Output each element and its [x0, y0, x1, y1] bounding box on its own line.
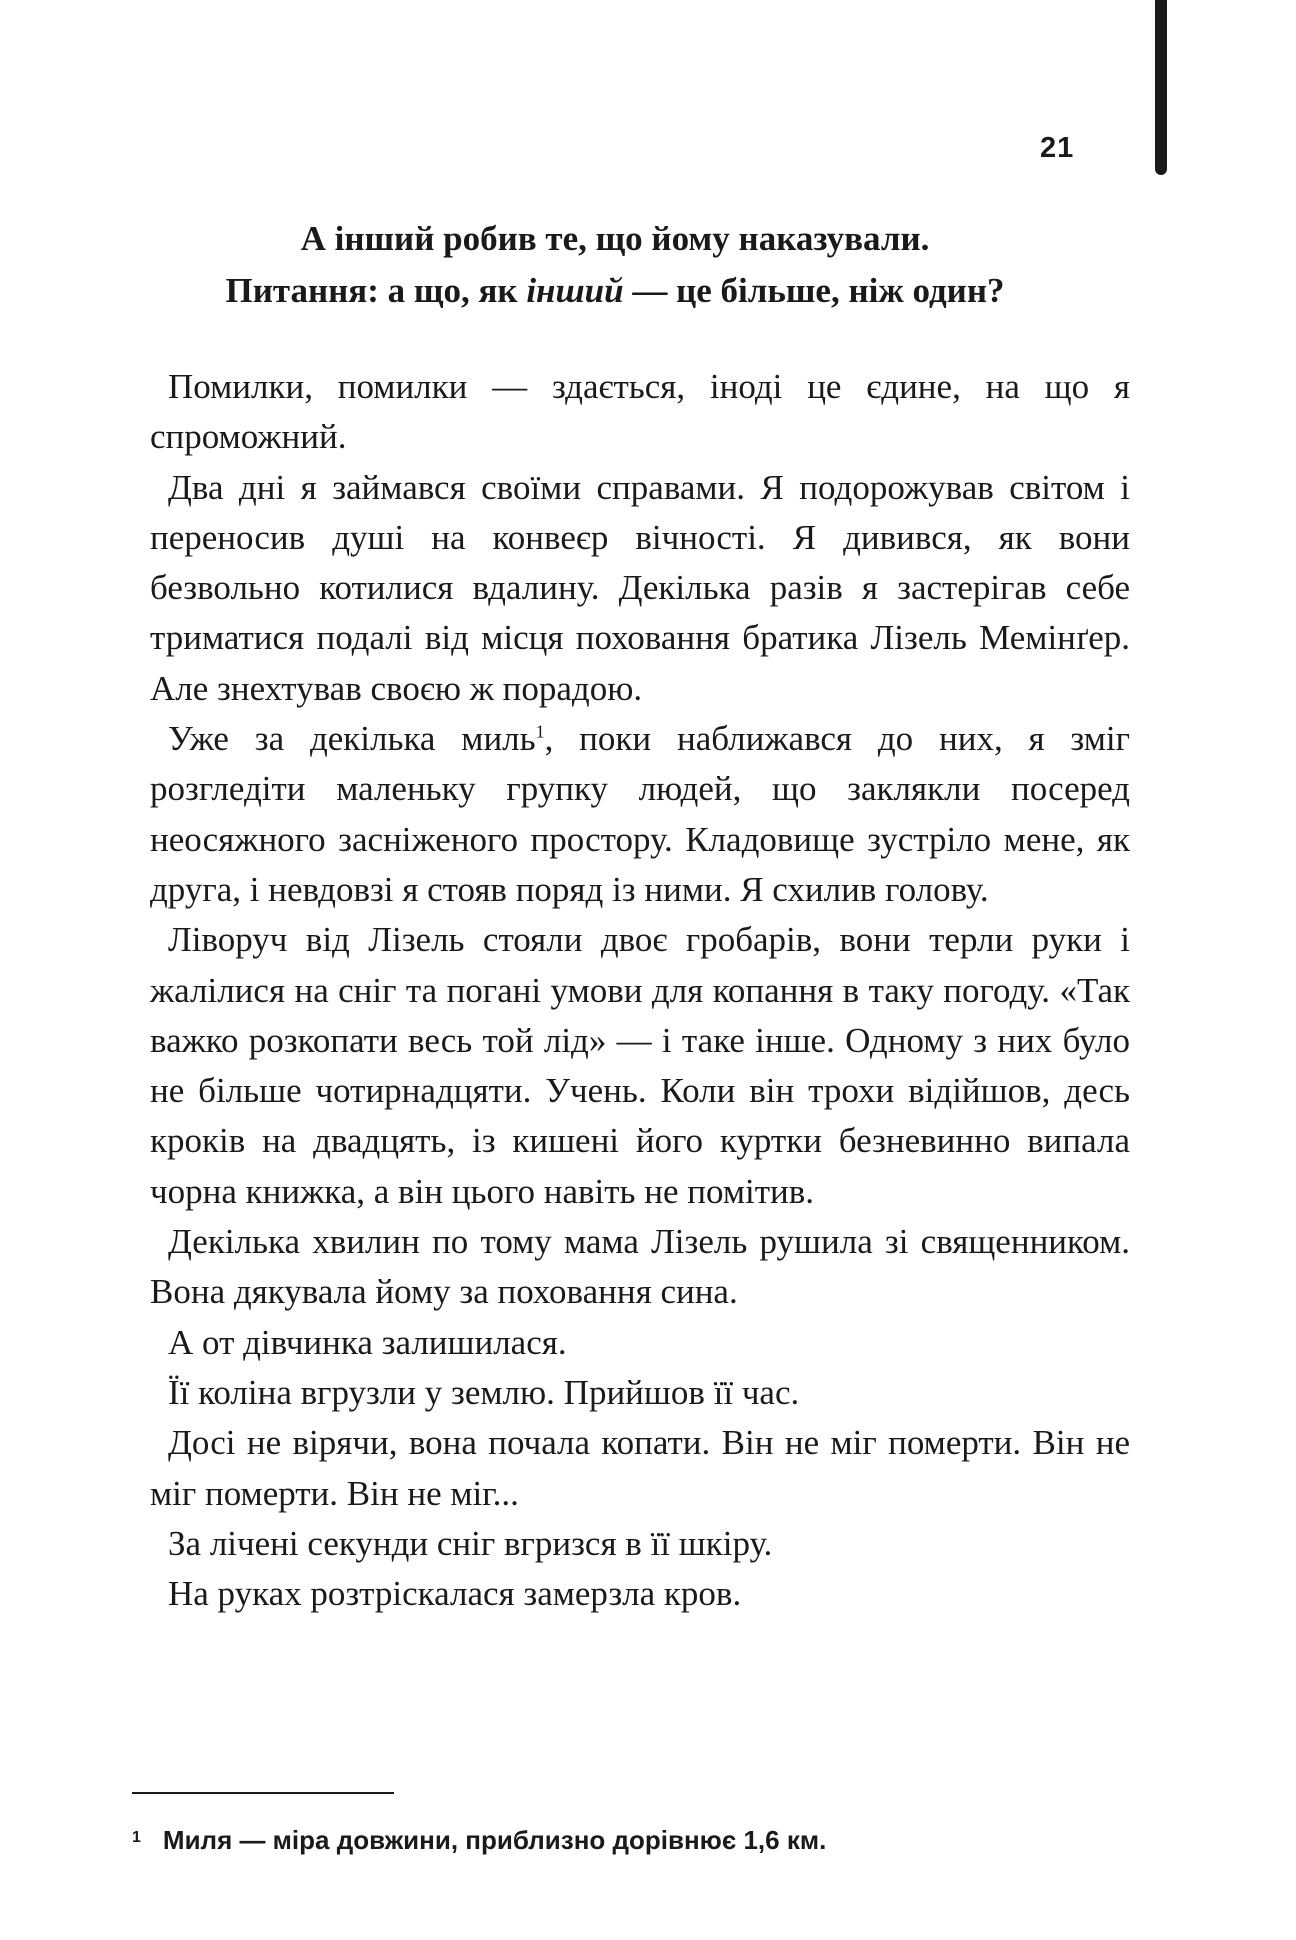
paragraph: А от дівчинка залишилася.: [168, 1322, 567, 1362]
footnote: [132, 1822, 1132, 1858]
page-edge-bar: [1155, 0, 1167, 175]
epigraph-line-2-end: — це більше, ніж один?: [623, 271, 1005, 310]
footnote-mark: 1: [132, 1829, 141, 1846]
epigraph-italic-word: інший: [526, 271, 624, 310]
paragraph: Ліворуч від Лізель стояли двоє гробарів, вони терли руки і жалілися на сніг та погані умови для копання в таку погоду. «Так важко розкопати весь той лід» — і таке інше. Одному з них було не більше чотирнадцяти. Учень. Коли він трохи відійшов, десь кроків на двадцять, із кишені його куртки безневинно випала чорна книжка, а він цього навіть не помітив.: [150, 920, 1130, 1211]
paragraph: Її коліна вгрузли у землю. Прийшов її час.: [168, 1372, 800, 1412]
paragraph-start: Уже за декілька миль: [168, 719, 536, 759]
footnote-text: Миля — міра довжини, приблизно дорівнює 1,6 км.: [162, 1825, 827, 1855]
paragraph: [150, 714, 1130, 915]
page-number: 21: [1040, 132, 1075, 164]
paragraph: Декілька хвилин по тому мама Лізель рушила зі священником. Вона дякувала йому за поховання сина.: [150, 1222, 1130, 1312]
epigraph: [150, 213, 1080, 317]
body-text: [150, 362, 1130, 1619]
epigraph-line-1: А інший робив те, що йому наказували.: [300, 219, 930, 258]
paragraph: Два дні я займався своїми справами. Я подорожував світом і переносив душі на конвеєр вічності. Я дивився, як вони безвольно котилися вдалину. Декілька разів я застерігав себе триматися подалі від місця поховання братика Лізель Мемінґер. Але знехтував своєю ж порадою.: [150, 467, 1130, 708]
paragraph: За лічені секунди сніг вгризся в її шкіру.: [168, 1523, 773, 1563]
paragraph: На руках розтріскалася замерзла кров.: [168, 1574, 742, 1614]
paragraph: Досі не вірячи, вона почала копати. Він не міг померти. Він не міг померти. Він не міг...: [150, 1423, 1130, 1513]
footnote-reference: 1: [535, 721, 545, 742]
paragraph: Помилки, помилки — здається, іноді це єдине, на що я спроможний.: [150, 367, 1130, 457]
epigraph-line-2: [150, 265, 1080, 317]
epigraph-line-2-start: Питання: а що, як: [225, 271, 527, 310]
paragraph-end: , поки наближався до них, я зміг розгледіти маленьку групку людей, що заклякли посеред неосяжного засніженого простору. Кладовище зустріло мене, як друга, і невдовзі я стояв поряд із ними. Я схилив голову.: [150, 719, 1130, 909]
footnote-divider: [132, 1792, 394, 1794]
